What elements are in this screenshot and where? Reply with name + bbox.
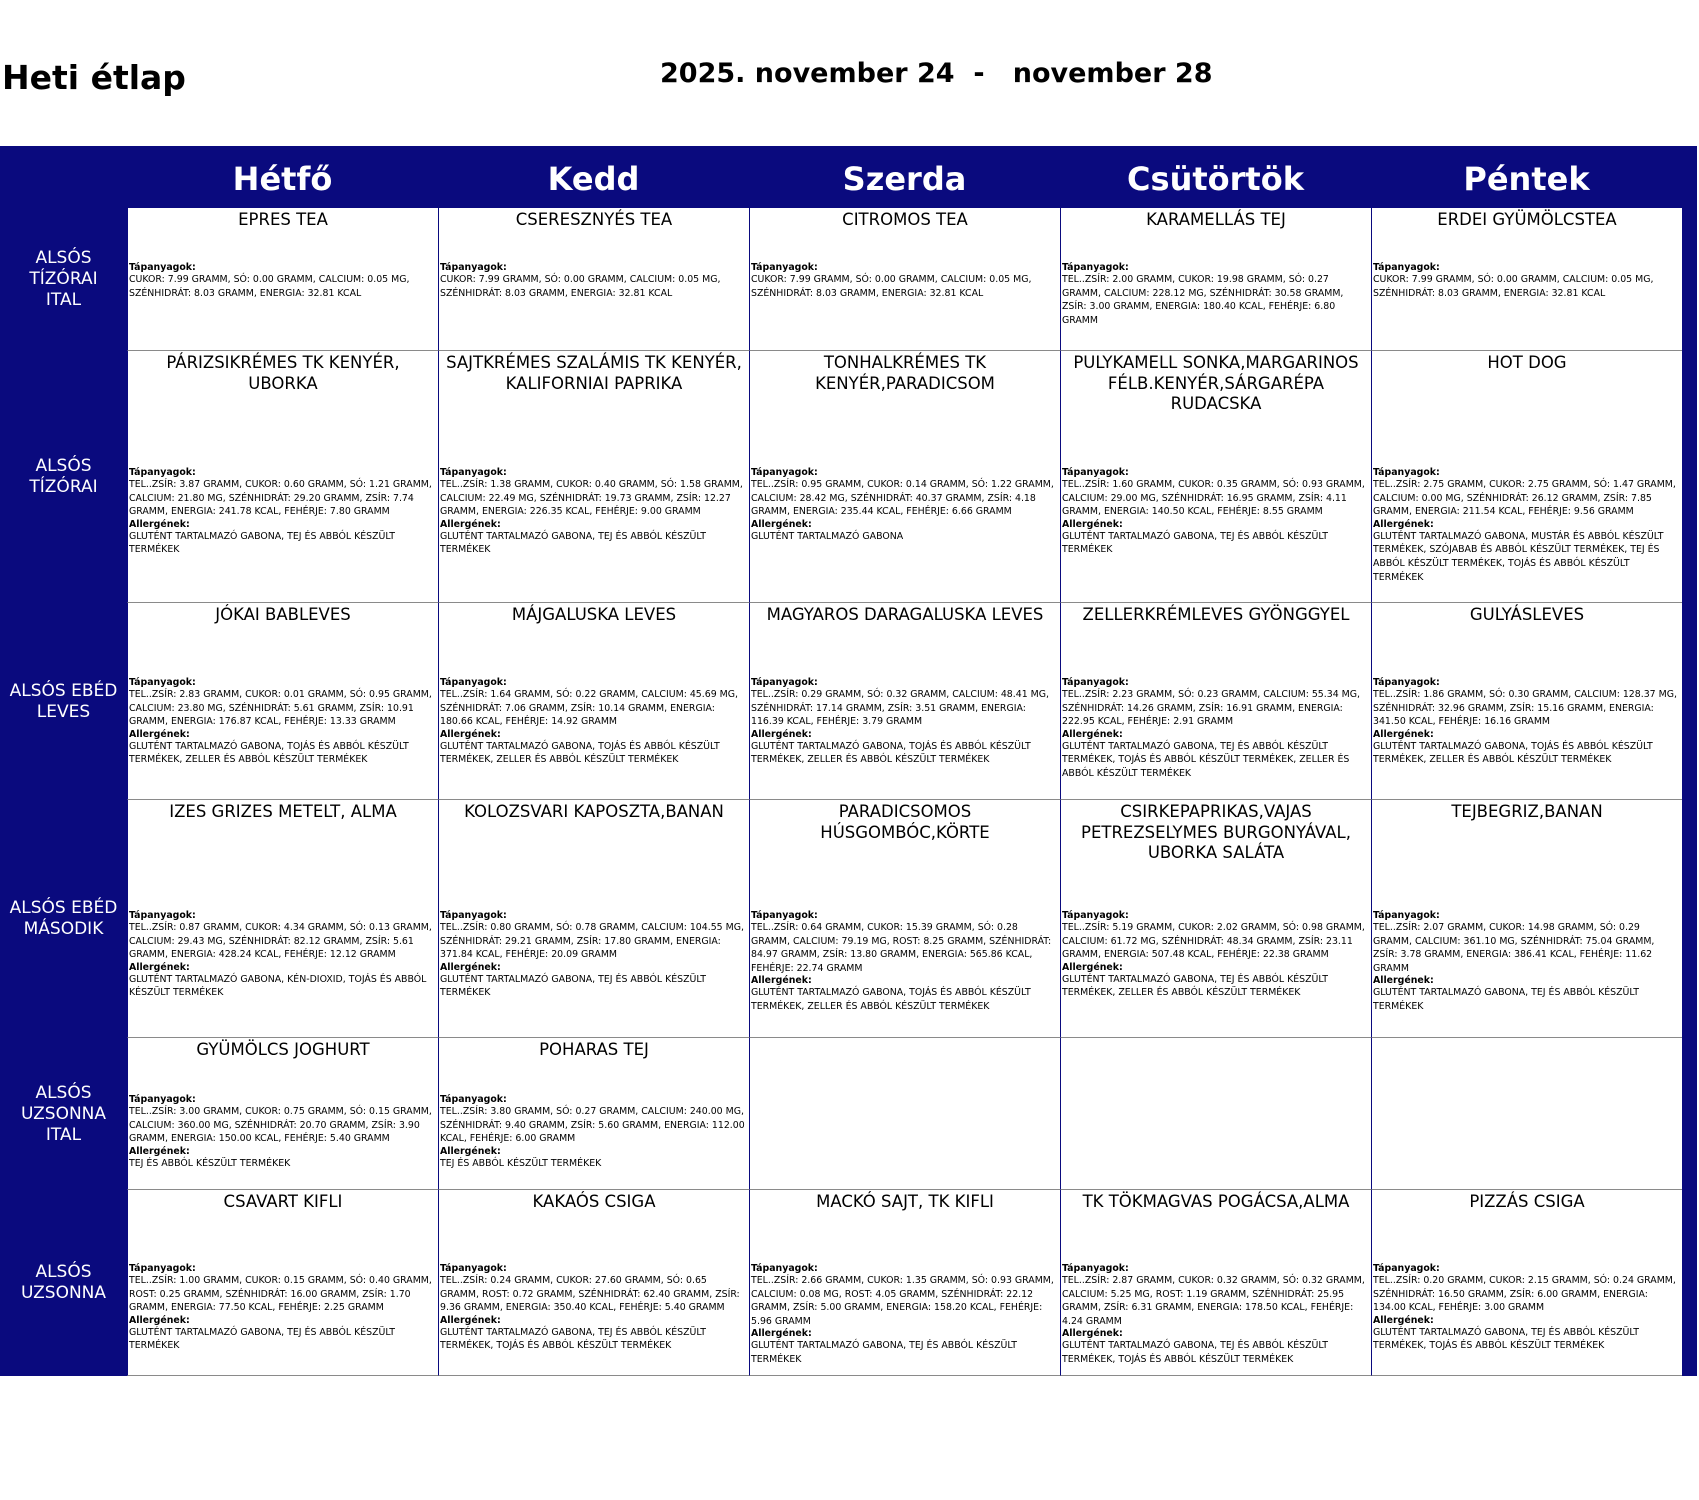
nutrition-info bbox=[1062, 677, 1369, 781]
day-header: Hétfő bbox=[232, 160, 333, 198]
menu-cell bbox=[438, 800, 749, 1038]
meal-label bbox=[0, 603, 127, 800]
allergens-label: Allergének: bbox=[751, 975, 812, 987]
dish-name: KOLOZSVARI KAPOSZTA,BANAN bbox=[464, 802, 724, 821]
meal-label bbox=[0, 208, 127, 351]
nutrition-info bbox=[751, 910, 1058, 1014]
nutrients-text: TEL..ZSÍR: 2.75 GRAMM, CUKOR: 2.75 GRAMM, SÓ: 1.47 GRAMM, CALCIUM: 0.00 MG, SZÉNHIDRÁT: 26.12 GRAMM, ZSÍR: 7.85 GRAMM, ENERGIA: 211.54 KCAL, FEHÉRJE: 9.56 GRAMM bbox=[1373, 479, 1676, 518]
nutrition-info bbox=[1373, 677, 1680, 767]
nutrients-label: Tápanyagok: bbox=[440, 1094, 507, 1105]
nutrients-text: TEL..ZSÍR: 0.20 GRAMM, CUKOR: 2.15 GRAMM, SÓ: 0.24 GRAMM, SZÉNHIDRÁT: 16.50 GRAMM, ZSÍR: 6.00 GRAMM, ENERGIA: 134.00 KCAL, FEHÉRJE: 3.00 GRAMM bbox=[1373, 1275, 1676, 1314]
menu-cell bbox=[127, 800, 438, 1038]
menu-cell bbox=[438, 351, 749, 603]
nutrients-label: Tápanyagok: bbox=[440, 467, 507, 478]
dish-name: TEJBEGRIZ,BANAN bbox=[1451, 802, 1603, 821]
nutrients-text: TEL..ZSÍR: 0.29 GRAMM, SÓ: 0.32 GRAMM, CALCIUM: 48.41 MG, SZÉNHIDRÁT: 17.14 GRAMM, ZSÍR: 3.51 GRAMM, ENERGIA: 116.39 KCAL, FEHÉRJE: 3.79 GRAMM bbox=[751, 689, 1049, 728]
menu-cell bbox=[749, 1190, 1060, 1376]
menu-cell bbox=[1060, 800, 1371, 1038]
allergens-label: Allergének: bbox=[440, 518, 501, 530]
menu-cell bbox=[438, 208, 749, 351]
allergens-text: GLUTÉNT TARTALMAZÓ GABONA bbox=[751, 530, 904, 542]
dish-name: TONHALKRÉMES TK KENYÉR,PARADICSOM bbox=[815, 353, 995, 393]
nutrition-info bbox=[440, 467, 747, 557]
allergens-text: GLUTÉNT TARTALMAZÓ GABONA, TEJ ÉS ABBÓL KÉSZÜLT TERMÉKEK bbox=[751, 1340, 1018, 1365]
allergens-label: Allergének: bbox=[751, 1328, 812, 1340]
nutrients-label: Tápanyagok: bbox=[1373, 677, 1440, 688]
allergens-label: Allergének: bbox=[129, 728, 190, 740]
allergens-label: Allergének: bbox=[1373, 518, 1434, 530]
menu-cell bbox=[1060, 1038, 1371, 1190]
nutrients-label: Tápanyagok: bbox=[751, 1263, 818, 1274]
allergens-text: TEJ ÉS ABBÓL KÉSZÜLT TERMÉKEK bbox=[129, 1157, 291, 1169]
nutrition-info bbox=[440, 262, 747, 300]
dish-name: KAKAÓS CSIGA bbox=[532, 1192, 656, 1211]
meal-label-line: ALSÓS bbox=[35, 248, 92, 268]
dish-name: CITROMOS TEA bbox=[842, 210, 968, 229]
allergens-text: GLUTÉNT TARTALMAZÓ GABONA, MUSTÁR ÉS ABBÓL KÉSZÜLT TERMÉKEK, SZÓJABAB ÉS ABBÓL KÉSZÜLT TERMÉKEK, TEJ ÉS ABBÓL KÉSZÜLT TERMÉKEK, TOJÁS ÉS ABBÓL KÉSZÜLT TERMÉKEK bbox=[1373, 530, 1664, 583]
menu-cell bbox=[1060, 1190, 1371, 1376]
allergens-label: Allergének: bbox=[129, 1314, 190, 1326]
nutrients-label: Tápanyagok: bbox=[751, 910, 818, 921]
nutrients-label: Tápanyagok: bbox=[1373, 910, 1440, 921]
date-range: 2025. november 24 - november 28 bbox=[660, 58, 1213, 89]
meal-label-line: ITAL bbox=[45, 1124, 82, 1145]
nutrition-info bbox=[1062, 910, 1369, 1000]
nutrients-label: Tápanyagok: bbox=[751, 677, 818, 688]
dish-name: ZELLERKRÉMLEVES GYÖNGGYEL bbox=[1082, 605, 1350, 624]
allergens-text: GLUTÉNT TARTALMAZÓ GABONA, TEJ ÉS ABBÓL KÉSZÜLT TERMÉKEK, TOJÁS ÉS ABBÓL KÉSZÜLT TERMÉKEK, ZELLER ÉS ABBÓL KÉSZÜLT TERMÉKEK bbox=[1062, 740, 1350, 779]
allergens-text: TEJ ÉS ABBÓL KÉSZÜLT TERMÉKEK bbox=[440, 1157, 602, 1169]
nutrients-label: Tápanyagok: bbox=[1373, 1263, 1440, 1274]
allergens-label: Allergének: bbox=[751, 518, 812, 530]
weekly-menu-table bbox=[0, 146, 1697, 1376]
dish-name: TK TÖKMAGVAS POGÁCSA,ALMA bbox=[1082, 1192, 1350, 1211]
dish-name: HOT DOG bbox=[1487, 353, 1567, 372]
nutrition-info bbox=[751, 262, 1058, 300]
allergens-text: GLUTÉNT TARTALMAZÓ GABONA, TOJÁS ÉS ABBÓL KÉSZÜLT TERMÉKEK, ZELLER ÉS ABBÓL KÉSZÜLT TERMÉKEK bbox=[751, 740, 1031, 766]
menu-cell bbox=[1371, 603, 1682, 800]
menu-cell bbox=[1371, 800, 1682, 1038]
allergens-text: GLUTÉNT TARTALMAZÓ GABONA, TEJ ÉS ABBÓL KÉSZÜLT TERMÉKEK, ZELLER ÉS ABBÓL KÉSZÜLT TERMÉKEK bbox=[1062, 973, 1329, 999]
nutrition-info bbox=[129, 1263, 436, 1353]
allergens-text: GLUTÉNT TARTALMAZÓ GABONA, TEJ ÉS ABBÓL KÉSZÜLT TERMÉKEK bbox=[440, 973, 707, 999]
nutrients-label: Tápanyagok: bbox=[129, 1094, 196, 1105]
nutrients-label: Tápanyagok: bbox=[129, 677, 196, 688]
day-header: Kedd bbox=[547, 160, 640, 198]
meal-label-line: MÁSODIK bbox=[23, 919, 104, 939]
menu-cell bbox=[127, 208, 438, 351]
nutrition-info bbox=[129, 677, 436, 767]
meal-label bbox=[0, 351, 127, 603]
menu-cell bbox=[1060, 603, 1371, 800]
nutrients-text: TEL..ZSÍR: 3.80 GRAMM, SÓ: 0.27 GRAMM, CALCIUM: 240.00 MG, SZÉNHIDRÁT: 9.40 GRAMM, ZSÍR: 5.60 GRAMM, ENERGIA: 112.00 KCAL, FEHÉRJE: 6.00 GRAMM bbox=[440, 1106, 745, 1145]
nutrition-info bbox=[1373, 1263, 1680, 1353]
nutrients-label: Tápanyagok: bbox=[1062, 1263, 1129, 1274]
meal-label-line: ALSÓS bbox=[35, 1262, 92, 1282]
nutrients-text: TEL..ZSÍR: 1.64 GRAMM, SÓ: 0.22 GRAMM, CALCIUM: 45.69 MG, SZÉNHIDRÁT: 7.06 GRAMM, ZSÍR: 10.14 GRAMM, ENERGIA: 180.66 KCAL, FEHÉRJE: 14.92 GRAMM bbox=[440, 689, 738, 728]
nutrients-text: TEL..ZSÍR: 2.07 GRAMM, CUKOR: 14.98 GRAMM, SÓ: 0.29 GRAMM, CALCIUM: 361.10 MG, SZÉNHIDRÁT: 75.04 GRAMM, ZSÍR: 3.78 GRAMM, ENERGIA: 386.41 KCAL, FEHÉRJE: 11.62 GRAMM bbox=[1373, 922, 1655, 974]
dish-name: GYÜMÖLCS JOGHURT bbox=[196, 1040, 370, 1059]
meal-label-line: ALSÓS bbox=[35, 456, 92, 476]
nutrients-text: TEL..ZSÍR: 3.87 GRAMM, CUKOR: 0.60 GRAMM, SÓ: 1.21 GRAMM, CALCIUM: 21.80 MG, SZÉNHIDRÁT: 29.20 GRAMM, ZSÍR: 7.74 GRAMM, ENERGIA: 241.78 KCAL, FEHÉRJE: 7.80 GRAMM bbox=[129, 479, 432, 518]
nutrients-text: TEL..ZSÍR: 2.23 GRAMM, SÓ: 0.23 GRAMM, CALCIUM: 55.34 MG, SZÉNHIDRÁT: 14.26 GRAMM, ZSÍR: 16.91 GRAMM, ENERGIA: 222.95 KCAL, FEHÉRJE: 2.91 GRAMM bbox=[1062, 689, 1360, 728]
allergens-text: GLUTÉNT TARTALMAZÓ GABONA, TEJ ÉS ABBÓL KÉSZÜLT TERMÉKEK, TOJÁS ÉS ABBÓL KÉSZÜLT TERMÉKEK bbox=[1373, 1326, 1640, 1352]
allergens-label: Allergének: bbox=[1373, 975, 1434, 987]
nutrients-label: Tápanyagok: bbox=[440, 1263, 507, 1274]
menu-cell bbox=[749, 603, 1060, 800]
dish-name: CSIRKEPAPRIKAS,VAJAS PETREZSELYMES BURGONYÁVAL, UBORKA SALÁTA bbox=[1081, 802, 1351, 862]
dish-name: MÁJGALUSKA LEVES bbox=[511, 605, 677, 624]
meal-label-line: ALSÓS EBÉD bbox=[9, 898, 118, 918]
menu-cell bbox=[1371, 208, 1682, 351]
dish-name: PIZZÁS CSIGA bbox=[1469, 1192, 1585, 1211]
page-title: Heti étlap bbox=[2, 58, 186, 97]
nutrients-label: Tápanyagok: bbox=[129, 262, 196, 273]
nutrition-info bbox=[129, 467, 436, 557]
nutrition-info bbox=[440, 1263, 747, 1353]
dish-name: POHARAS TEJ bbox=[539, 1040, 649, 1059]
allergens-label: Allergének: bbox=[1062, 961, 1123, 973]
menu-cell bbox=[438, 603, 749, 800]
allergens-text: GLUTÉNT TARTALMAZÓ GABONA, TEJ ÉS ABBÓL KÉSZÜLT TERMÉKEK bbox=[440, 530, 707, 556]
nutrition-info bbox=[129, 1094, 436, 1170]
dish-name: PARADICSOMOS HÚSGOMBÓC,KÖRTE bbox=[820, 802, 990, 842]
allergens-label: Allergének: bbox=[1062, 518, 1123, 530]
dish-name: JÓKAI BABLEVES bbox=[215, 605, 351, 624]
nutrients-text: TEL..ZSÍR: 2.66 GRAMM, CUKOR: 1.35 GRAMM, SÓ: 0.93 GRAMM, CALCIUM: 0.08 MG, ROST: 4.05 GRAMM, SZÉNHIDRÁT: 22.12 GRAMM, ZSÍR: 5.00 GRAMM, ENERGIA: 158.20 KCAL, FEHÉRJE: 5.96 GRAMM bbox=[751, 1275, 1054, 1327]
dish-name: MAGYAROS DARAGALUSKA LEVES bbox=[766, 605, 1044, 624]
nutrients-text: TEL..ZSÍR: 1.86 GRAMM, SÓ: 0.30 GRAMM, CALCIUM: 128.37 MG, SZÉNHIDRÁT: 32.96 GRAMM, ZSÍR: 15.16 GRAMM, ENERGIA: 341.50 KCAL, FEHÉRJE: 16.16 GRAMM bbox=[1373, 689, 1677, 728]
nutrition-info bbox=[751, 677, 1058, 767]
nutrients-label: Tápanyagok: bbox=[440, 262, 507, 273]
dish-name: IZES GRIZES METELT, ALMA bbox=[169, 802, 397, 821]
menu-cell bbox=[749, 351, 1060, 603]
allergens-label: Allergének: bbox=[1373, 728, 1434, 740]
nutrients-text: TEL..ZSÍR: 1.38 GRAMM, CUKOR: 0.40 GRAMM, SÓ: 1.58 GRAMM, CALCIUM: 22.49 MG, SZÉNHIDRÁT: 19.73 GRAMM, ZSÍR: 12.27 GRAMM, ENERGIA: 226.35 KCAL, FEHÉRJE: 9.00 GRAMM bbox=[440, 479, 743, 518]
nutrition-info bbox=[129, 262, 436, 300]
nutrients-text: TEL..ZSÍR: 0.64 GRAMM, CUKOR: 15.39 GRAMM, SÓ: 0.28 GRAMM, CALCIUM: 79.19 MG, ROST: 8.25 GRAMM, SZÉNHIDRÁT: 84.97 GRAMM, ZSÍR: 13.80 GRAMM, ENERGIA: 565.86 KCAL, FEHÉRJE: 22.74 GRAMM bbox=[751, 922, 1052, 974]
allergens-label: Allergének: bbox=[1373, 1314, 1434, 1326]
nutrients-label: Tápanyagok: bbox=[751, 262, 818, 273]
nutrients-text: TEL..ZSÍR: 2.00 GRAMM, CUKOR: 19.98 GRAMM, SÓ: 0.27 GRAMM, CALCIUM: 228.12 MG, SZÉNHIDRÁT: 30.58 GRAMM, ZSÍR: 3.00 GRAMM, ENERGIA: 180.40 KCAL, FEHÉRJE: 6.80 GRAMM bbox=[1062, 274, 1344, 326]
allergens-text: GLUTÉNT TARTALMAZÓ GABONA, TOJÁS ÉS ABBÓL KÉSZÜLT TERMÉKEK, ZELLER ÉS ABBÓL KÉSZÜLT TERMÉKEK bbox=[1373, 740, 1653, 766]
allergens-text: GLUTÉNT TARTALMAZÓ GABONA, TOJÁS ÉS ABBÓL KÉSZÜLT TERMÉKEK, ZELLER ÉS ABBÓL KÉSZÜLT TERMÉKEK bbox=[129, 740, 409, 766]
nutrition-info bbox=[751, 1263, 1058, 1367]
meal-label-line: TÍZÓRAI bbox=[29, 477, 98, 497]
nutrients-text: TEL..ZSÍR: 1.60 GRAMM, CUKOR: 0.35 GRAMM, SÓ: 0.93 GRAMM, CALCIUM: 29.00 MG, SZÉNHIDRÁT: 16.95 GRAMM, ZSÍR: 4.11 GRAMM, ENERGIA: 140.50 KCAL, FEHÉRJE: 8.55 GRAMM bbox=[1062, 479, 1365, 518]
menu-cell bbox=[127, 603, 438, 800]
nutrients-label: Tápanyagok: bbox=[1062, 910, 1129, 921]
menu-cell bbox=[1060, 208, 1371, 351]
menu-cell bbox=[127, 351, 438, 603]
allergens-label: Allergének: bbox=[1062, 728, 1123, 740]
nutrients-label: Tápanyagok: bbox=[1373, 467, 1440, 478]
allergens-label: Allergének: bbox=[751, 728, 812, 740]
nutrients-text: TEL..ZSÍR: 0.24 GRAMM, CUKOR: 27.60 GRAMM, SÓ: 0.65 GRAMM, ROST: 0.72 GRAMM, SZÉNHIDRÁT: 62.40 GRAMM, ZSÍR: 9.36 GRAMM, ENERGIA: 350.40 KCAL, FEHÉRJE: 5.40 GRAMM bbox=[440, 1275, 740, 1314]
nutrition-info bbox=[1373, 910, 1680, 1014]
nutrients-label: Tápanyagok: bbox=[440, 677, 507, 688]
allergens-label: Allergének: bbox=[1062, 1328, 1123, 1340]
nutrients-label: Tápanyagok: bbox=[1062, 677, 1129, 688]
allergens-label: Allergének: bbox=[440, 728, 501, 740]
menu-cell bbox=[749, 208, 1060, 351]
nutrients-text: TEL..ZSÍR: 2.83 GRAMM, CUKOR: 0.01 GRAMM, SÓ: 0.95 GRAMM, CALCIUM: 23.80 MG, SZÉNHIDRÁT: 5.61 GRAMM, ZSÍR: 10.91 GRAMM, ENERGIA: 176.87 KCAL, FEHÉRJE: 13.33 GRAMM bbox=[129, 689, 432, 728]
meal-label bbox=[0, 1038, 127, 1190]
allergens-text: GLUTÉNT TARTALMAZÓ GABONA, TOJÁS ÉS ABBÓL KÉSZÜLT TERMÉKEK, ZELLER ÉS ABBÓL KÉSZÜLT TERMÉKEK bbox=[751, 987, 1031, 1012]
nutrients-label: Tápanyagok: bbox=[751, 467, 818, 478]
day-header: Csütörtök bbox=[1127, 160, 1304, 198]
allergens-text: GLUTÉNT TARTALMAZÓ GABONA, TEJ ÉS ABBÓL KÉSZÜLT TERMÉKEK bbox=[1373, 987, 1640, 1012]
allergens-label: Allergének: bbox=[129, 961, 190, 973]
dish-name: GULYÁSLEVES bbox=[1469, 605, 1585, 624]
allergens-label: Allergének: bbox=[440, 1145, 501, 1157]
day-header: Péntek bbox=[1463, 160, 1590, 198]
nutrients-text: TEL..ZSÍR: 5.19 GRAMM, CUKOR: 2.02 GRAMM, SÓ: 0.98 GRAMM, CALCIUM: 61.72 MG, SZÉNHIDRÁT: 48.34 GRAMM, ZSÍR: 23.11 GRAMM, ENERGIA: 507.48 KCAL, FEHÉRJE: 22.38 GRAMM bbox=[1062, 922, 1365, 961]
menu-cell bbox=[1371, 1190, 1682, 1376]
menu-cell bbox=[1371, 1038, 1682, 1190]
nutrients-label: Tápanyagok: bbox=[1373, 262, 1440, 273]
nutrition-info bbox=[440, 910, 747, 1000]
nutrients-text: CUKOR: 7.99 GRAMM, SÓ: 0.00 GRAMM, CALCIUM: 0.05 MG, SZÉNHIDRÁT: 8.03 GRAMM, ENERGIA: 32.81 KCAL bbox=[440, 274, 721, 299]
meal-label-line: UZSONNA bbox=[20, 1283, 107, 1303]
dish-name: MACKÓ SAJT, TK KIFLI bbox=[816, 1192, 994, 1211]
menu-cell bbox=[1060, 351, 1371, 603]
nutrition-info bbox=[1062, 1263, 1369, 1367]
nutrition-info bbox=[440, 677, 747, 767]
menu-cell bbox=[749, 1038, 1060, 1190]
allergens-label: Allergének: bbox=[129, 1145, 190, 1157]
allergens-text: GLUTÉNT TARTALMAZÓ GABONA, TOJÁS ÉS ABBÓL KÉSZÜLT TERMÉKEK, ZELLER ÉS ABBÓL KÉSZÜLT TERMÉKEK bbox=[440, 740, 720, 766]
nutrients-text: TEL..ZSÍR: 2.87 GRAMM, CUKOR: 0.32 GRAMM, SÓ: 0.32 GRAMM, CALCIUM: 5.25 MG, ROST: 1.19 GRAMM, SZÉNHIDRÁT: 25.95 GRAMM, ZSÍR: 6.31 GRAMM, ENERGIA: 178.50 KCAL, FEHÉRJE: 4.24 GRAMM bbox=[1062, 1275, 1365, 1327]
nutrition-info bbox=[129, 910, 436, 1000]
nutrition-info bbox=[1062, 467, 1369, 557]
dish-name: PÁRIZSIKRÉMES TK KENYÉR, UBORKA bbox=[166, 353, 400, 393]
menu-cell bbox=[438, 1038, 749, 1190]
nutrients-text: TEL..ZSÍR: 1.00 GRAMM, CUKOR: 0.15 GRAMM, SÓ: 0.40 GRAMM, ROST: 0.25 GRAMM, SZÉNHIDRÁT: 16.00 GRAMM, ZSÍR: 1.70 GRAMM, ENERGIA: 77.50 KCAL, FEHÉRJE: 2.25 GRAMM bbox=[129, 1275, 432, 1314]
nutrients-label: Tápanyagok: bbox=[1062, 467, 1129, 478]
menu-cell bbox=[127, 1190, 438, 1376]
menu-cell bbox=[749, 800, 1060, 1038]
nutrients-text: TEL..ZSÍR: 0.87 GRAMM, CUKOR: 4.34 GRAMM, SÓ: 0.13 GRAMM, CALCIUM: 29.43 MG, SZÉNHIDRÁT: 82.12 GRAMM, ZSÍR: 5.61 GRAMM, ENERGIA: 428.24 KCAL, FEHÉRJE: 12.12 GRAMM bbox=[129, 922, 432, 961]
meal-label-line: LEVES bbox=[36, 701, 91, 722]
allergens-text: GLUTÉNT TARTALMAZÓ GABONA, TEJ ÉS ABBÓL KÉSZÜLT TERMÉKEK bbox=[1062, 530, 1329, 556]
nutrition-info bbox=[751, 467, 1058, 543]
dish-name: PULYKAMELL SONKA,MARGARINOS FÉLB.KENYÉR,SÁRGARÉPA RUDACSKA bbox=[1073, 353, 1359, 413]
meal-label-line: ALSÓS EBÉD bbox=[9, 680, 118, 701]
nutrition-info bbox=[1373, 262, 1680, 300]
allergens-text: GLUTÉNT TARTALMAZÓ GABONA, TEJ ÉS ABBÓL KÉSZÜLT TERMÉKEK bbox=[129, 530, 396, 556]
allergens-label: Allergének: bbox=[440, 1314, 501, 1326]
nutrients-text: CUKOR: 7.99 GRAMM, SÓ: 0.00 GRAMM, CALCIUM: 0.05 MG, SZÉNHIDRÁT: 8.03 GRAMM, ENERGIA: 32.81 KCAL bbox=[751, 274, 1032, 299]
dish-name: CSAVART KIFLI bbox=[223, 1192, 343, 1211]
nutrients-text: TEL..ZSÍR: 0.95 GRAMM, CUKOR: 0.14 GRAMM, SÓ: 1.22 GRAMM, CALCIUM: 28.42 MG, SZÉNHIDRÁT: 40.37 GRAMM, ZSÍR: 4.18 GRAMM, ENERGIA: 235.44 KCAL, FEHÉRJE: 6.66 GRAMM bbox=[751, 479, 1054, 518]
nutrients-label: Tápanyagok: bbox=[129, 1263, 196, 1274]
menu-cell bbox=[1371, 351, 1682, 603]
nutrition-info bbox=[440, 1094, 747, 1170]
nutrients-text: TEL..ZSÍR: 3.00 GRAMM, CUKOR: 0.75 GRAMM, SÓ: 0.15 GRAMM, CALCIUM: 360.00 MG, SZÉNHIDRÁT: 20.70 GRAMM, ZSÍR: 3.90 GRAMM, ENERGIA: 150.00 KCAL, FEHÉRJE: 5.40 GRAMM bbox=[129, 1106, 432, 1145]
meal-label-line: ALSÓS bbox=[35, 1082, 92, 1103]
allergens-label: Allergének: bbox=[440, 961, 501, 973]
menu-cell bbox=[127, 1038, 438, 1190]
allergens-text: GLUTÉNT TARTALMAZÓ GABONA, KÉN-DIOXID, TOJÁS ÉS ABBÓL KÉSZÜLT TERMÉKEK bbox=[129, 973, 427, 999]
meal-label bbox=[0, 1190, 127, 1376]
nutrients-text: CUKOR: 7.99 GRAMM, SÓ: 0.00 GRAMM, CALCIUM: 0.05 MG, SZÉNHIDRÁT: 8.03 GRAMM, ENERGIA: 32.81 KCAL bbox=[1373, 274, 1654, 299]
meal-label-line: UZSONNA bbox=[20, 1103, 107, 1124]
nutrients-text: TEL..ZSÍR: 0.80 GRAMM, SÓ: 0.78 GRAMM, CALCIUM: 104.55 MG, SZÉNHIDRÁT: 29.21 GRAMM, ZSÍR: 17.80 GRAMM, ENERGIA: 371.84 KCAL, FEHÉRJE: 20.09 GRAMM bbox=[440, 922, 744, 961]
dish-name: SAJTKRÉMES SZALÁMIS TK KENYÉR, KALIFORNIAI PAPRIKA bbox=[446, 353, 742, 393]
nutrients-label: Tápanyagok: bbox=[129, 467, 196, 478]
dish-name: EPRES TEA bbox=[238, 210, 328, 229]
meal-label-line: TÍZÓRAI bbox=[29, 269, 98, 289]
allergens-text: GLUTÉNT TARTALMAZÓ GABONA, TEJ ÉS ABBÓL KÉSZÜLT TERMÉKEK, TOJÁS ÉS ABBÓL KÉSZÜLT TERMÉKEK bbox=[1062, 1340, 1329, 1365]
meal-label-line: ITAL bbox=[45, 290, 82, 310]
meal-label bbox=[0, 800, 127, 1038]
nutrients-label: Tápanyagok: bbox=[440, 910, 507, 921]
nutrients-label: Tápanyagok: bbox=[129, 910, 196, 921]
nutrients-text: CUKOR: 7.99 GRAMM, SÓ: 0.00 GRAMM, CALCIUM: 0.05 MG, SZÉNHIDRÁT: 8.03 GRAMM, ENERGIA: 32.81 KCAL bbox=[129, 274, 410, 299]
menu-cell bbox=[438, 1190, 749, 1376]
dish-name: ERDEI GYÜMÖLCSTEA bbox=[1437, 210, 1617, 229]
nutrition-info bbox=[1373, 467, 1680, 584]
nutrients-label: Tápanyagok: bbox=[1062, 262, 1129, 273]
allergens-label: Allergének: bbox=[129, 518, 190, 530]
dish-name: CSERESZNYÉS TEA bbox=[515, 210, 673, 229]
nutrition-info bbox=[1062, 262, 1369, 327]
day-header: Szerda bbox=[842, 160, 967, 198]
allergens-text: GLUTÉNT TARTALMAZÓ GABONA, TEJ ÉS ABBÓL KÉSZÜLT TERMÉKEK bbox=[129, 1326, 396, 1352]
dish-name: KARAMELLÁS TEJ bbox=[1146, 210, 1286, 229]
allergens-text: GLUTÉNT TARTALMAZÓ GABONA, TEJ ÉS ABBÓL KÉSZÜLT TERMÉKEK, TOJÁS ÉS ABBÓL KÉSZÜLT TERMÉKEK bbox=[440, 1326, 707, 1352]
